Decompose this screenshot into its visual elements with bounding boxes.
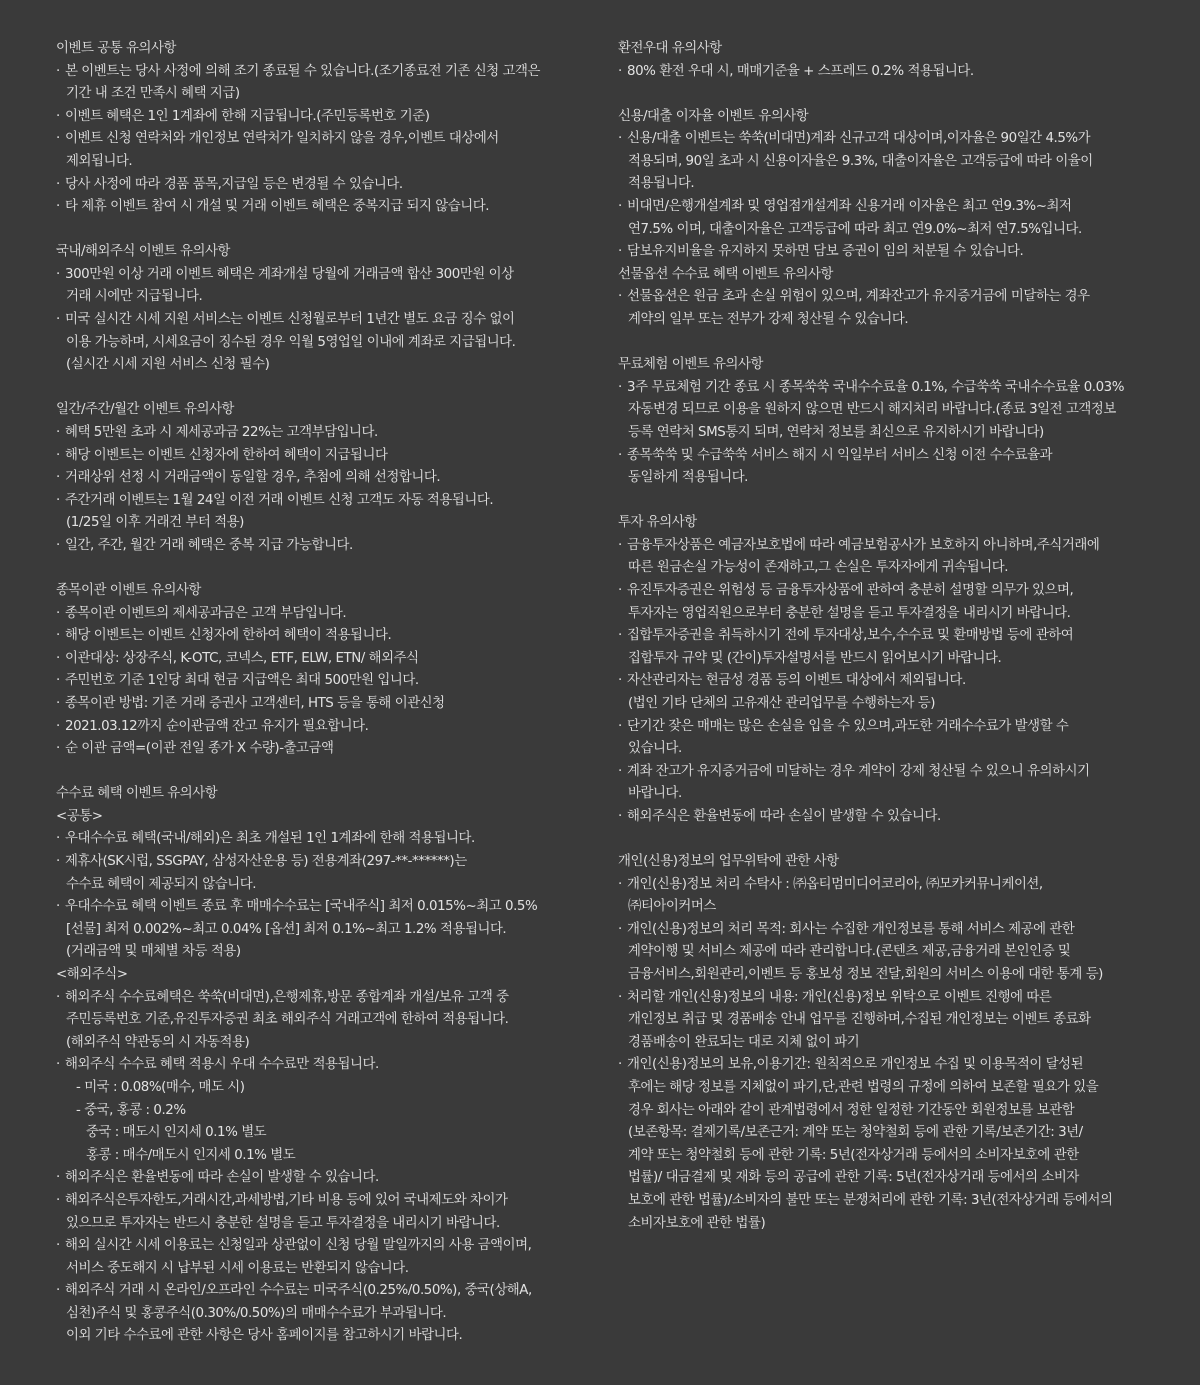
bullet-item: · 타 제휴 이벤트 참여 시 개설 및 거래 이벤트 혜택은 중복지급 되지 않습니다.	[56, 196, 586, 219]
bullet-item: · 해외주식 수수료 혜택 적용시 우대 수수료만 적용됩니다.	[56, 1054, 586, 1077]
bullet-item: · 2021.03.12까지 순이관금액 잔고 유지가 필요합니다.	[56, 716, 586, 739]
continuation-line: 경우 회사는 아래와 같이 관계법령에서 정한 일정한 기간동안 회원정보를 보관함	[628, 1102, 1075, 1118]
continuation-line: 경품배송이 완료되는 대로 지체 없이 파기	[628, 1034, 860, 1050]
continuation-line: 적용됩니다.	[628, 176, 695, 192]
bullet-item: · 담보유지비율을 유지하지 못하면 담보 증권이 임의 처분될 수 있습니다.	[618, 241, 1178, 264]
bullet-item: · 종목이관 이벤트의 제세공과금은 고객 부담입니다.	[56, 603, 586, 626]
bullet-item: · 해외주식 거래 시 온라인/오프라인 수수료는 미국주식(0.25%/0.50%), 중국(상해A,	[56, 1280, 586, 1303]
bullet-item: · 주민번호 기준 1인당 최대 현금 지급액은 최대 500만원 입니다.	[56, 670, 586, 693]
notice-section	[618, 38, 1178, 83]
continuation-line: (해외주식 약관동의 시 자동적용)	[66, 1034, 250, 1050]
continuation-line: 금융서비스,회원관리,이벤트 등 홍보성 정보 전달,회원의 서비스 이용에 대한 통계 등)	[628, 966, 1103, 982]
bullet-item: · 이벤트 혜택은 1인 1계좌에 한해 지급됩니다.(주민등록번호 기준)	[56, 106, 586, 129]
continuation-line: 자동변경 되므로 이용을 원하지 않으면 반드시 해지처리 바랍니다.(종료 3일전 고객정보	[628, 402, 1116, 418]
bullet-item: · 당사 사정에 따라 경품 품목,지급일 등은 변경될 수 있습니다.	[56, 174, 586, 197]
continuation-line: 따른 원금손실 가능성이 존재하고,그 손실은 투자자에게 귀속됩니다.	[628, 560, 1009, 576]
section-title: 국내/해외주식 이벤트 유의사항	[56, 244, 230, 260]
bullet-item: · 개인(신용)정보의 보유,이용기간: 원칙적으로 개인정보 수집 및 이용목적이 달성된	[618, 1054, 1178, 1077]
bullet-item: · 자산관리자는 현금성 경품 등의 이벤트 대상에서 제외됩니다.	[618, 670, 1178, 693]
section-title: <공통>	[56, 808, 103, 824]
bullet-item: · 일간, 주간, 월간 거래 혜택은 중복 지급 가능합니다.	[56, 535, 586, 558]
left-column	[56, 38, 586, 1371]
continuation-line: 집합투자 규약 및 (간이)투자설명서를 반드시 읽어보시기 바랍니다.	[628, 650, 1002, 666]
bullet-item: · 종목이관 방법: 기존 거래 증권사 고객센터, HTS 등을 통해 이관신청	[56, 693, 586, 716]
bullet-item: · 해당 이벤트는 이벤트 신청자에 한하여 혜택이 지급됩니다	[56, 445, 586, 468]
continuation-line: 개인정보 취급 및 경품배송 안내 업무를 진행하며,수집된 개인정보는 이벤트 종료화	[628, 1012, 1091, 1028]
bullet-item: · 선물옵션은 원금 초과 손실 위험이 있으며, 계좌잔고가 유지증거금에 미달하는 경우	[618, 286, 1178, 309]
bullet-item: · 신용/대출 이벤트는 쑥쑥(비대면)계좌 신규고객 대상이며,이자율은 90일간 4.5%가	[618, 128, 1178, 151]
notice-section	[618, 354, 1178, 490]
continuation-line: 이용 가능하며, 시세요금이 징수된 경우 익월 5영업일 이내에 계좌로 지급됩니다.	[66, 334, 516, 350]
bullet-item: · 본 이벤트는 당사 사정에 의해 조기 종료될 수 있습니다.(조기종료전 기존 신청 고객은	[56, 61, 586, 84]
bullet-item: · 해외주식은 환율변동에 따라 손실이 발생할 수 있습니다.	[56, 1167, 586, 1190]
bullet-item: · 미국 실시간 시세 지원 서비스는 이벤트 신청월로부터 1년간 별도 요금 징수 없이	[56, 309, 586, 332]
bullet-item: · 이벤트 신청 연락처와 개인정보 연락처가 일치하지 않을 경우,이벤트 대상에서	[56, 128, 586, 151]
continuation-line: (실시간 시세 지원 서비스 신청 필수)	[66, 357, 270, 373]
continuation-line: 등록 연락처 SMS통지 되며, 연락처 정보를 최신으로 유지하시기 바랍니다)	[628, 424, 1044, 440]
notice-section	[618, 512, 1178, 828]
bullet-item: · 유진투자증권은 위험성 등 금융투자상품에 관하여 충분히 설명할 의무가 있으며,	[618, 580, 1178, 603]
continuation-line: 기간 내 조건 만족시 혜택 지급)	[66, 86, 240, 102]
bullet-item: · 주간거래 이벤트는 1월 24일 이전 거래 이벤트 신청 고객도 자동 적용됩니다.	[56, 490, 586, 513]
continuation-line: 보호에 관한 법률)/소비자의 불만 또는 분쟁처리에 관한 기록: 3년(전자상거래 등에서의	[628, 1192, 1113, 1208]
bullet-item: · 해외주식 수수료혜택은 쑥쑥(비대면),은행제휴,방문 종합계좌 개설/보유 고객 중	[56, 987, 586, 1010]
sub-item: 홍콩 : 매수/매도시 인지세 0.1% 별도	[86, 1147, 296, 1163]
continuation-line: 있으므로 투자자는 반드시 충분한 설명을 듣고 투자결정을 내리시기 바랍니다.	[66, 1215, 500, 1231]
bullet-item: · 개인(신용)정보의 처리 목적: 회사는 수집한 개인정보를 통해 서비스 제공에 관한	[618, 919, 1178, 942]
continuation-line: 거래 시에만 지급됩니다.	[66, 289, 203, 305]
continuation-line: [선물] 최저 0.002%~최고 0.04% [옵션] 최저 0.1%~최고 1.2% 적용됩니다.	[66, 921, 507, 937]
continuation-line: 계약이행 및 서비스 제공에 따라 관리합니다.(콘텐츠 제공,금융거래 본인인증 및	[628, 944, 1071, 960]
section-title: 신용/대출 이자율 이벤트 유의사항	[618, 108, 809, 124]
continuation-line: 동일하게 적용됩니다.	[628, 470, 748, 486]
right-column	[618, 38, 1178, 1258]
notice-section	[56, 783, 586, 1348]
bullet-item: · 계좌 잔고가 유지증거금에 미달하는 경우 계약이 강제 청산될 수 있으니 유의하시기	[618, 761, 1178, 784]
notice-section	[618, 106, 1178, 264]
continuation-line: 서비스 중도해지 시 납부된 시세 이용료는 반환되지 않습니다.	[66, 1260, 409, 1276]
section-title: 개인(신용)정보의 업무위탁에 관한 사항	[618, 854, 839, 869]
continuation-line: ㈜티아이커머스	[628, 899, 716, 915]
section-title: 투자 유의사항	[618, 515, 697, 531]
section-title: 일간/주간/월간 이벤트 유의사항	[56, 402, 235, 418]
section-title: 선물옵션 수수료 혜택 이벤트 유의사항	[618, 266, 833, 282]
bullet-item: · 해외 실시간 시세 이용료는 신청일과 상관없이 신청 당월 말일까지의 사용 금액이며,	[56, 1235, 586, 1258]
continuation-line: (보존항목: 결제기록/보존근거: 계약 또는 청약철회 등에 관한 기록/보존기간: 3년/	[628, 1125, 1083, 1141]
continuation-line: 주민등록번호 기준,유진투자증권 최초 해외주식 거래고객에 한하여 적용됩니다.	[66, 1012, 509, 1028]
bullet-item: · 해당 이벤트는 이벤트 신청자에 한하여 혜택이 적용됩니다.	[56, 625, 586, 648]
continuation-line: (1/25일 이후 거래건 부터 적용)	[66, 515, 244, 531]
bullet-item: · 3주 무료체험 기간 종료 시 종목쑥쑥 국내수수료율 0.1%, 수급쑥쑥 국내수수료율 0.03%	[618, 377, 1178, 400]
continuation-line: 바랍니다.	[628, 786, 682, 802]
continuation-line: 연7.5% 이며, 대출이자율은 고객등급에 따라 최고 연9.0%~최저 연7.5%입니다.	[628, 221, 1082, 237]
notice-section	[618, 264, 1178, 332]
continuation-line: 법률)/ 대금결제 및 재화 등의 공급에 관한 기록: 5년(전자상거래 등에서의 소비자	[628, 1170, 1079, 1186]
notice-section	[56, 38, 586, 219]
bullet-item: · 이관대상: 상장주식, K-OTC, 코넥스, ETF, ELW, ETN/ 해외주식	[56, 648, 586, 671]
bullet-item: · 개인(신용)정보 처리 수탁사 : ㈜옵티멈미디어코리아, ㈜모카커뮤니케이션,	[618, 874, 1178, 897]
bullet-item: · 종목쑥쑥 및 수급쑥쑥 서비스 해지 시 익일부터 서비스 신청 이전 수수료율과	[618, 445, 1178, 468]
continuation-line: 심천)주식 및 홍콩주식(0.30%/0.50%)의 매매수수료가 부과됩니다.	[66, 1305, 447, 1321]
continuation-line: 후에는 해당 정보를 지체없이 파기,단,관련 법령의 규정에 의하여 보존할 필요가 있을	[628, 1079, 1099, 1095]
section-title: 이벤트 공통 유의사항	[56, 41, 176, 56]
section-title: <해외주식>	[56, 966, 128, 982]
continuation-line: 수수료 혜택이 제공되지 않습니다.	[66, 876, 257, 892]
section-title: 수수료 혜택 이벤트 유의사항	[56, 786, 218, 802]
continuation-line: (법인 기타 단체의 고유재산 관리업무를 수행하는자 등)	[628, 695, 936, 711]
continuation-line: 계약의 일부 또는 전부가 강제 청산될 수 있습니다.	[628, 312, 909, 328]
notice-section	[56, 580, 586, 761]
continuation-line: 계약 또는 청약철회 등에 관한 기록: 5년(전자상거래 등에서의 소비자보호에 관한	[628, 1147, 1079, 1163]
continuation-line: 투자자는 영업직원으로부터 충분한 설명을 듣고 투자결정을 내리시기 바랍니다.	[628, 605, 1071, 621]
bullet-item: · 단기간 잦은 매매는 많은 손실을 입을 수 있으며,과도한 거래수수료가 발생할 수	[618, 716, 1178, 739]
continuation-line: 소비자보호에 관한 법률)	[628, 1215, 766, 1231]
bullet-item: · 처리할 개인(신용)정보의 내용: 개인(신용)정보 위탁으로 이벤트 진행에 따른	[618, 987, 1178, 1010]
bullet-item: · 제휴사(SK시럽, SSGPAY, 삼성자산운용 등) 전용계좌(297-**-******)는	[56, 851, 586, 874]
bullet-item: · 80% 환전 우대 시, 매매기준율 + 스프레드 0.2% 적용됩니다.	[618, 61, 1178, 84]
continuation-line: 제외됩니다.	[66, 153, 133, 169]
notice-section	[618, 851, 1178, 1235]
bullet-item: · 300만원 이상 거래 이벤트 혜택은 계좌개설 당월에 거래금액 합산 300만원 이상	[56, 264, 586, 287]
bullet-item: · 해외주식은 환율변동에 따라 손실이 발생할 수 있습니다.	[618, 806, 1178, 829]
bullet-item: · 거래상위 선정 시 거래금액이 동일할 경우, 추첨에 의해 선정합니다.	[56, 467, 586, 490]
section-title: 환전우대 유의사항	[618, 41, 722, 56]
notice-section	[56, 241, 586, 377]
sub-item: - 미국 : 0.08%(매수, 매도 시)	[76, 1079, 245, 1095]
continuation-line: (거래금액 및 매체별 차등 적용)	[66, 944, 241, 960]
bullet-item: · 금융투자상품은 예금자보호법에 따라 예금보험공사가 보호하지 아니하며,주식거래에	[618, 535, 1178, 558]
bullet-item: · 혜택 5만원 초과 시 제세공과금 22%는 고객부담입니다.	[56, 422, 586, 445]
notice-section	[56, 399, 586, 557]
continuation-line: 적용되며, 90일 초과 시 신용이자율은 9.3%, 대출이자율은 고객등급에 따라 이율이	[628, 153, 1093, 169]
bullet-item: · 비대면/은행개설계좌 및 영업점개설계좌 신용거래 이자율은 최고 연9.3%~최저	[618, 196, 1178, 219]
bullet-item: · 순 이관 금액=(이관 전일 종가 X 수량)-출고금액	[56, 738, 586, 761]
section-title: 종목이관 이벤트 유의사항	[56, 582, 201, 598]
bullet-item: · 해외주식은투자한도,거래시간,과세방법,기타 비용 등에 있어 국내제도와 차이가	[56, 1190, 586, 1213]
bullet-item: · 우대수수료 혜택(국내/해외)은 최초 개설된 1인 1계좌에 한해 적용됩니다.	[56, 828, 586, 851]
continuation-line: 있습니다.	[628, 741, 682, 757]
bullet-item: · 집합투자증권을 취득하시기 전에 투자대상,보수,수수료 및 환매방법 등에 관하여	[618, 625, 1178, 648]
sub-item: - 중국, 홍콩 : 0.2%	[76, 1102, 186, 1118]
section-title: 무료체험 이벤트 유의사항	[618, 357, 763, 373]
continuation-line: 이외 기타 수수료에 관한 사항은 당사 홈페이지를 참고하시기 바랍니다.	[66, 1328, 463, 1344]
sub-item: 중국 : 매도시 인지세 0.1% 별도	[86, 1125, 267, 1141]
bullet-item: · 우대수수료 혜택 이벤트 종료 후 매매수수료는 [국내주식] 최저 0.015%~최고 0.5%	[56, 896, 586, 919]
